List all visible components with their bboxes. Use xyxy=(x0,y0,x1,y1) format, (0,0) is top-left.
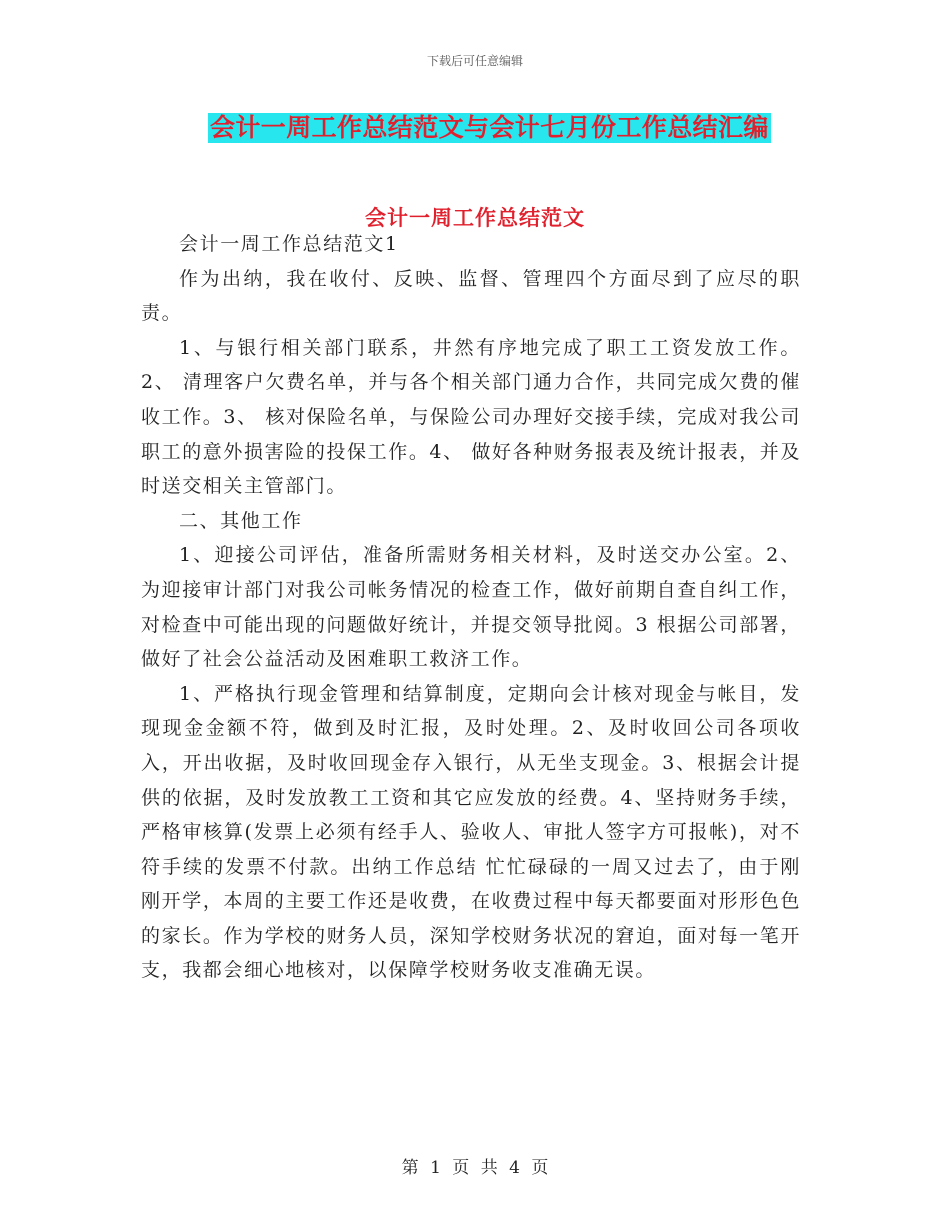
main-title: 会计一周工作总结范文与会计七月份工作总结汇编 xyxy=(210,113,769,142)
paragraph-intro: 作为出纳，我在收付、反映、监督、管理四个方面尽到了应尽的职责。 xyxy=(141,267,801,325)
paragraph-other-heading: 二、其他工作 xyxy=(179,509,303,532)
document-body xyxy=(141,227,801,988)
header-note: 下载后可任意编辑 xyxy=(426,54,523,68)
paragraph-duties: 1、与银行相关部门联系，井然有序地完成了职工工资发放工作。2、 清理客户欠费名单，并与各个相关部门通力合作，共同完成欠费的催收工作。3、 核对保险名单，与保险公司办理好交接手续，完成对我公司职工的意外损害险的投保工作。4、 做好各种财务报表及统计报表，并及时送交相关主管部门。 xyxy=(141,336,801,498)
section-title: 会计一周工作总结范文 xyxy=(365,205,585,230)
paragraph-subtitle: 会计一周工作总结范文1 xyxy=(179,233,399,255)
main-title-wrap xyxy=(208,113,790,143)
paragraph-other-work: 1、迎接公司评估，准备所需财务相关材料，及时送交办公室。2、 为迎接审计部门对我公司帐务情况的检查工作，做好前期自查自纠工作，对检查中可能出现的问题做好统计，并提交领导批阅。3 根据公司部署，做好了社会公益活动及困难职工救济工作。 xyxy=(141,544,801,671)
paragraph-cash-management: 1、严格执行现金管理和结算制度，定期向会计核对现金与帐目，发现现金金额不符，做到及时汇报，及时处理。2、及时收回公司各项收入，开出收据，及时收回现金存入银行，从无坐支现金。3、根据会计提供的依据，及时发放教工工资和其它应发放的经费。4、坚持财务手续，严格审核算(发票上必须有经手人、验收人、审批人签字方可报帐)，对不符手续的发票不付款。出纳工作总结 忙忙碌碌的一周又过去了，由于刚刚开学，本周的主要工作还是收费，在收费过程中每天都要面对形形色色的家长。作为学校的财务人员，深知学校财务状况的窘迫，面对每一笔开支，我都会细心地核对，以保障学校财务收支准确无误。 xyxy=(141,682,801,982)
page-indicator: 第 1 页 共 4 页 xyxy=(401,1158,549,1178)
